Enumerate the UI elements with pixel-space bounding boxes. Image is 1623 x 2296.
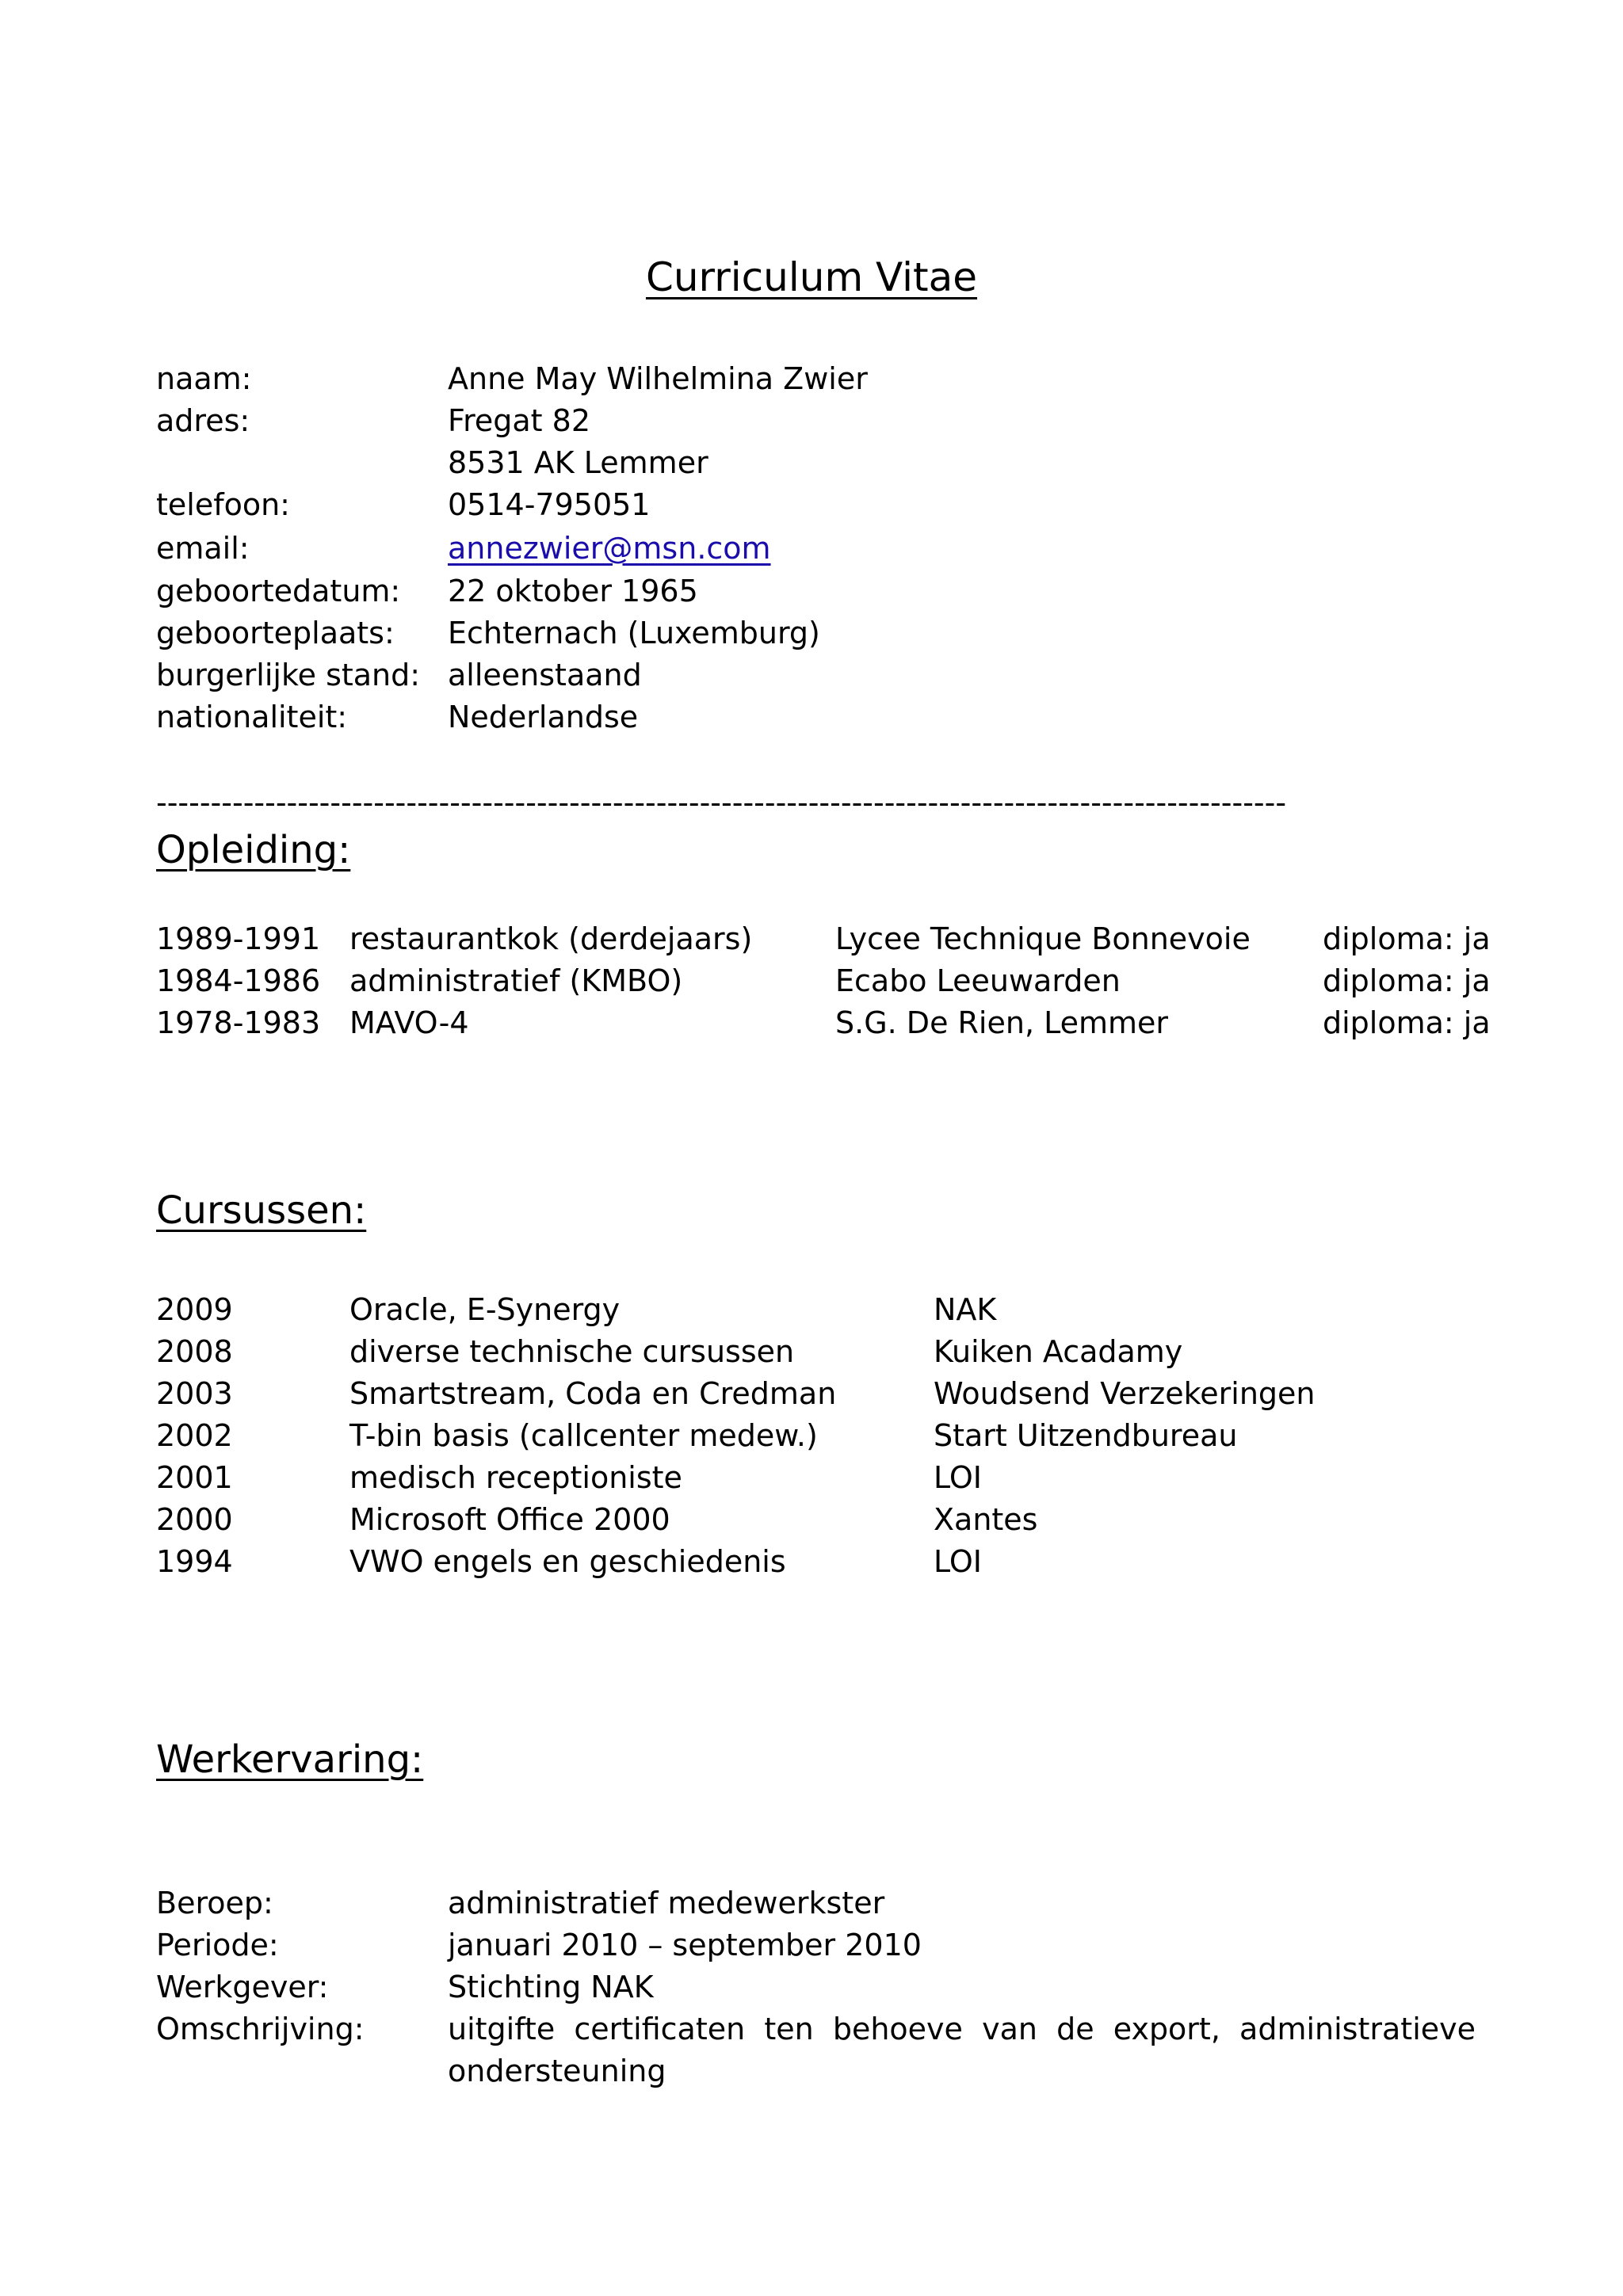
education-diploma: diploma: ja: [1323, 963, 1491, 998]
name-value: Anne May Wilhelmina Zwier: [448, 361, 868, 396]
employer-label: Werkgever:: [156, 1970, 329, 2004]
course-provider: Start Uitzendbureau: [934, 1418, 1238, 1453]
page-title: Curriculum Vitae: [645, 254, 978, 300]
nationality-value: Nederlandse: [448, 700, 639, 734]
course-year: 2009: [156, 1292, 233, 1327]
education-period: 1978-1983: [156, 1005, 321, 1040]
course-name: diverse technische cursussen: [349, 1334, 795, 1369]
course-year: 2003: [156, 1376, 233, 1411]
education-diploma: diploma: ja: [1323, 1005, 1491, 1040]
address-city: 8531 AK Lemmer: [448, 445, 708, 480]
phone-value: 0514-795051: [448, 487, 651, 522]
period-value: januari 2010 – september 2010: [448, 1928, 922, 1962]
marital-status-label: burgerlijke stand:: [156, 658, 421, 692]
course-provider: Xantes: [934, 1502, 1038, 1537]
birthplace-label: geboorteplaats:: [156, 616, 395, 650]
education-period: 1984-1986: [156, 963, 321, 998]
description-label: Omschrijving:: [156, 2012, 365, 2046]
phone-label: telefoon:: [156, 487, 290, 522]
course-provider: NAK: [934, 1292, 997, 1327]
name-label: naam:: [156, 361, 252, 396]
birthdate-label: geboortedatum:: [156, 574, 401, 608]
courses-heading: Cursussen:: [156, 1188, 367, 1233]
birthplace-value: Echternach (Luxemburg): [448, 616, 820, 650]
course-year: 2002: [156, 1418, 233, 1453]
education-school: Ecabo Leeuwarden: [835, 963, 1121, 998]
course-year: 2001: [156, 1460, 233, 1495]
email-label: email:: [156, 531, 250, 566]
course-name: T-bin basis (callcenter medew.): [349, 1418, 818, 1453]
course-provider: Kuiken Acadamy: [934, 1334, 1183, 1369]
course-name: medisch receptioniste: [349, 1460, 682, 1495]
period-label: Periode:: [156, 1928, 279, 1962]
education-school: S.G. De Rien, Lemmer: [835, 1005, 1169, 1040]
course-name: VWO engels en geschiedenis: [349, 1544, 786, 1579]
education-period: 1989-1991: [156, 921, 321, 956]
education-school: Lycee Technique Bonnevoie: [835, 921, 1251, 956]
course-provider: LOI: [934, 1544, 982, 1579]
employer-value: Stichting NAK: [448, 1970, 654, 2004]
section-separator: --------------------------------------------------------------------------------------------------------: [156, 785, 1287, 820]
marital-status-value: alleenstaand: [448, 658, 642, 692]
course-name: Oracle, E-Synergy: [349, 1292, 621, 1327]
education-course: administratief (KMBO): [349, 963, 683, 998]
email-link[interactable]: annezwier@msn.com: [448, 531, 771, 566]
course-provider: Woudsend Verzekeringen: [934, 1376, 1316, 1411]
education-course: MAVO-4: [349, 1005, 469, 1040]
course-name: Microsoft Office 2000: [349, 1502, 670, 1537]
description-value: uitgifte certificaten ten behoeve van de export, administratieve ondersteuning: [448, 2012, 1476, 2088]
birthdate-value: 22 oktober 1965: [448, 574, 698, 608]
education-diploma: diploma: ja: [1323, 921, 1491, 956]
education-heading: Opleiding:: [156, 828, 351, 872]
nationality-label: nationaliteit:: [156, 700, 348, 734]
course-name: Smartstream, Coda en Credman: [349, 1376, 837, 1411]
address-label: adres:: [156, 403, 250, 438]
course-year: 1994: [156, 1544, 233, 1579]
course-year: 2000: [156, 1502, 233, 1537]
course-year: 2008: [156, 1334, 233, 1369]
education-course: restaurantkok (derdejaars): [349, 921, 753, 956]
occupation-label: Beroep:: [156, 1886, 273, 1920]
course-provider: LOI: [934, 1460, 982, 1495]
occupation-value: administratief medewerkster: [448, 1886, 885, 1920]
experience-heading: Werkervaring:: [156, 1737, 424, 1782]
address-street: Fregat 82: [448, 403, 590, 438]
